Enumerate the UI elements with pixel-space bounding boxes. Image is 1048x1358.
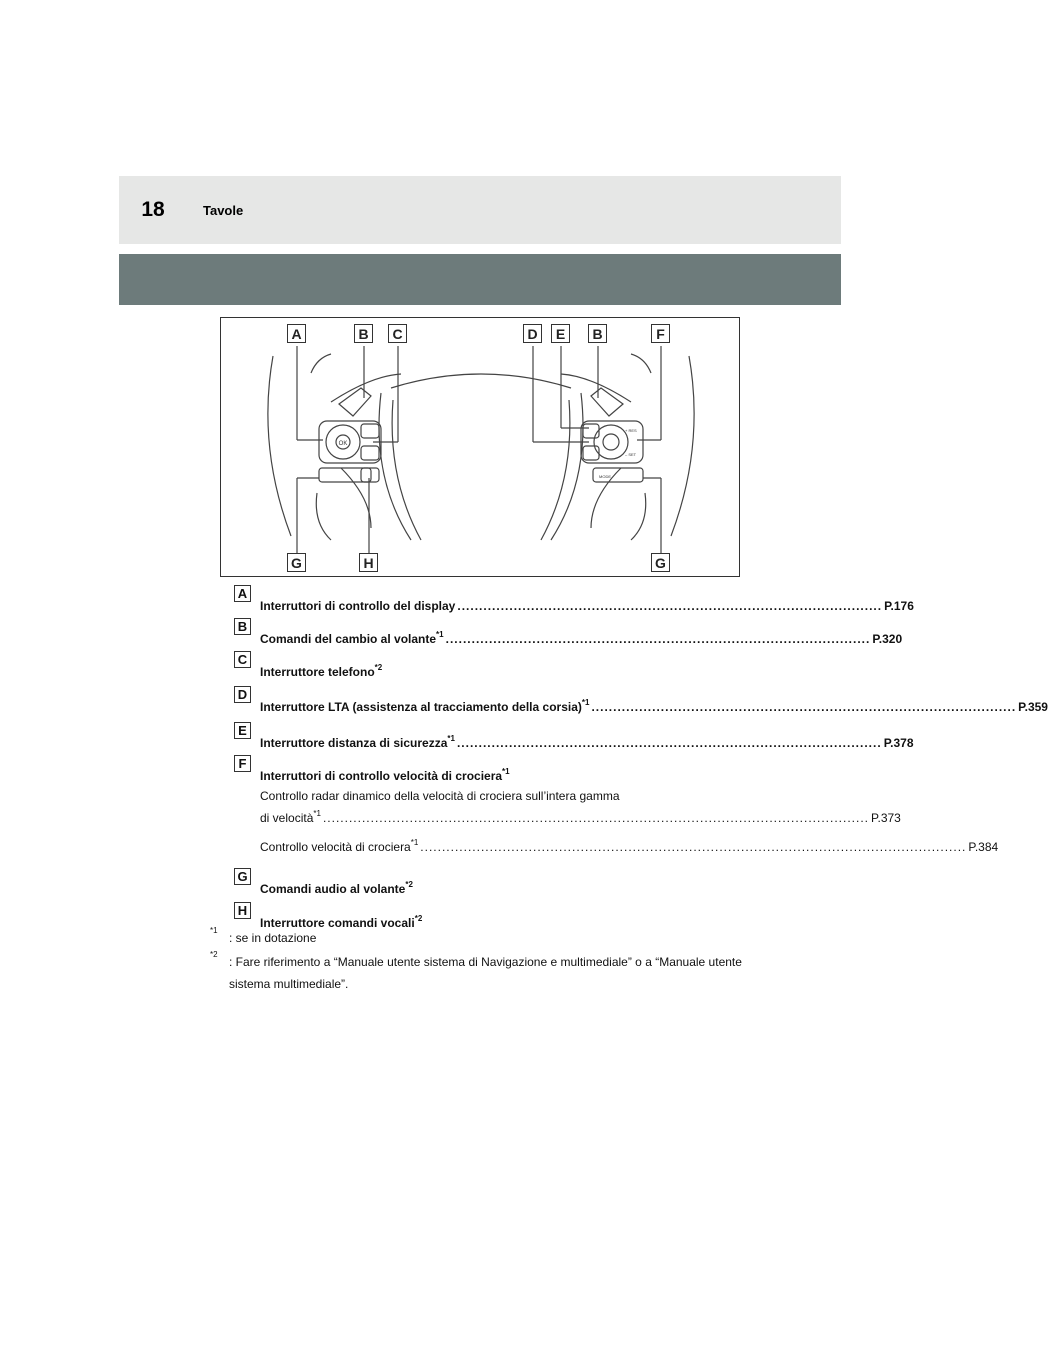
item-letter: A	[234, 585, 251, 602]
page-number: 18	[141, 198, 165, 221]
item-label: Interruttore comandi vocali	[260, 916, 415, 930]
item-letter: B	[234, 618, 251, 635]
callout-g-right: G	[651, 553, 670, 572]
footnote-ref: *2	[405, 880, 413, 889]
footnote-ref: *1	[581, 698, 590, 707]
footnote-ref: *2	[414, 914, 423, 923]
page-ref: P.373	[871, 811, 901, 825]
item-letter: G	[234, 868, 251, 885]
subitem-radar-line1	[260, 789, 722, 803]
dot-leader: ..............................................................................................................................	[322, 811, 870, 825]
left-audio-switch	[319, 468, 371, 482]
item-letter: H	[234, 902, 251, 919]
callout-f: F	[651, 324, 670, 343]
callout-h: H	[359, 553, 378, 572]
footnote-text: : Fare riferimento a “Manuale utente sistema di Navigazione e multimediale” o a “Manuale utente sistema multimediale”.	[229, 955, 742, 991]
subitem-text: Controllo velocità di crociera	[260, 840, 411, 854]
steering-wheel-figure	[220, 317, 740, 577]
page-header	[119, 176, 841, 244]
callout-a: A	[287, 324, 306, 343]
paddle-left	[339, 388, 371, 416]
callout-g-left: G	[287, 553, 306, 572]
res-label: + RES	[625, 428, 637, 433]
item-letter: D	[234, 686, 251, 703]
callout-b-right: B	[588, 324, 607, 343]
dot-leader: ..................................................................................................	[445, 632, 871, 646]
subitem-cruise	[260, 838, 999, 854]
item-label: Comandi audio al volante	[260, 882, 406, 896]
set-label: – SET	[625, 452, 637, 457]
steering-wheel-illustration	[221, 318, 741, 578]
footnote-ref: *1	[313, 809, 321, 818]
page-ref: P.384	[968, 840, 999, 854]
item-label: Interruttore distanza di sicurezza	[260, 736, 448, 750]
mode-label: MODE	[599, 474, 611, 479]
subitem-text: di velocità	[260, 811, 314, 825]
footnote-ref: *2	[374, 663, 383, 672]
ok-button-label: OK	[338, 441, 348, 447]
callout-d: D	[523, 324, 542, 343]
title-band	[119, 254, 841, 305]
footnote-text: : se in dotazione	[229, 931, 317, 945]
section-title: Tavole	[203, 202, 244, 218]
page-ref: P.176	[884, 599, 914, 613]
page-ref: P.320	[872, 632, 903, 646]
footnote-ref: *1	[436, 630, 444, 639]
callout-c: C	[388, 324, 407, 343]
item-letter: E	[234, 722, 251, 739]
dot-leader: ..................................................................................................	[456, 736, 882, 750]
dot-leader: ..............................................................................................................................	[420, 840, 967, 854]
rim-left-outer	[268, 356, 291, 536]
item-letter: F	[234, 755, 251, 772]
page-ref: P.359	[1018, 700, 1048, 714]
subitem-radar-line2	[260, 809, 901, 825]
rim-right-outer	[671, 356, 694, 536]
item-label: Comandi del cambio al volante	[260, 632, 437, 646]
hub-top	[391, 374, 571, 388]
callout-b: B	[354, 324, 373, 343]
item-label: Interruttore LTA (assistenza al tracciamento della corsia)	[260, 700, 582, 714]
page-ref: P.378	[883, 736, 914, 750]
paddle-right	[591, 388, 623, 416]
callout-e: E	[551, 324, 570, 343]
subitem-text: Controllo radar dinamico della velocità di crociera sull’intera gamma	[260, 789, 620, 803]
item-label: Interruttori di controllo velocità di crociera	[260, 769, 503, 783]
dot-leader: ..................................................................................................	[457, 599, 883, 613]
item-label: Interruttore telefono	[260, 665, 375, 679]
footnote-ref: *1	[410, 838, 419, 847]
footnote-ref: *1	[447, 734, 455, 743]
dot-leader: ..................................................................................................	[591, 700, 1017, 714]
item-label: Interruttori di controllo del display	[260, 599, 456, 613]
item-letter: C	[234, 651, 251, 668]
footnote-ref: *1	[502, 767, 510, 776]
